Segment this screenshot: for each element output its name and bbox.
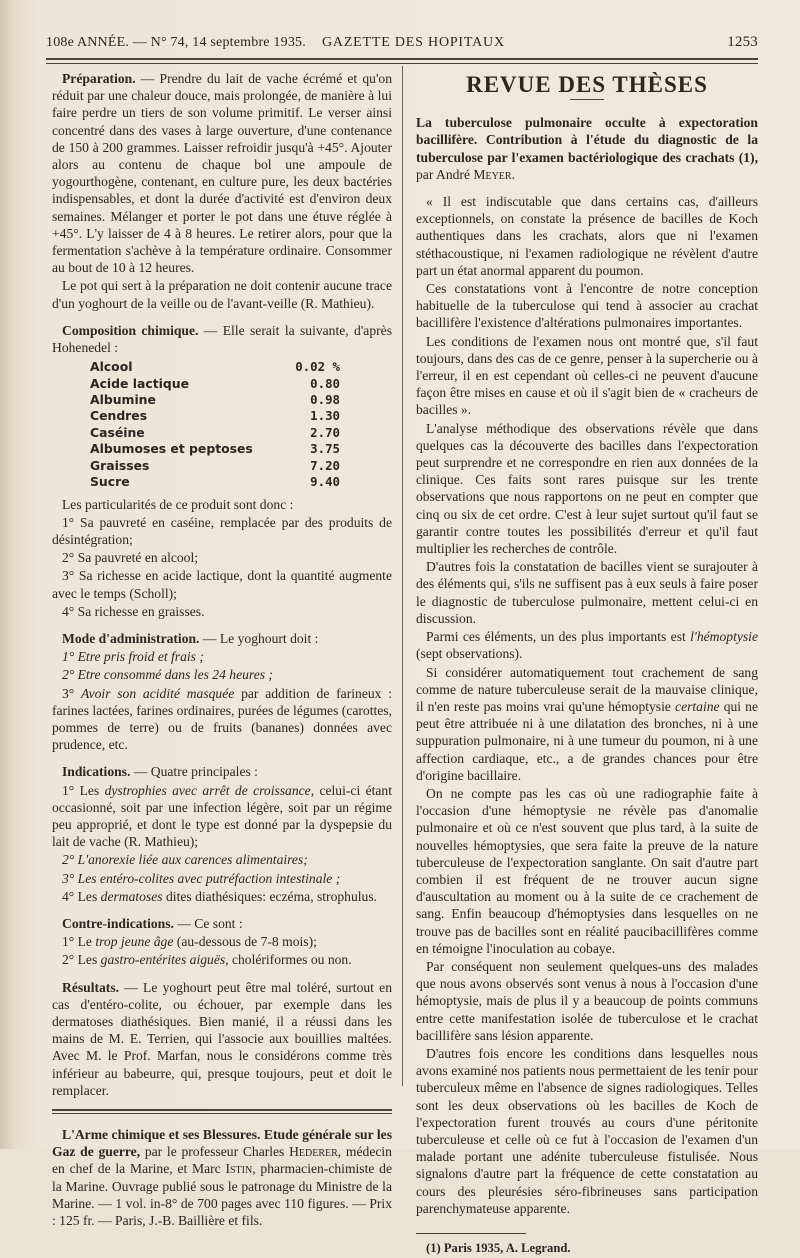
indication-3: 3° Les entéro-colites avec putréfaction intestinale ;: [62, 870, 341, 886]
composition-row: Albumine 0.98: [90, 392, 340, 408]
page-number: 1253: [727, 34, 758, 50]
administration-paragraph: Mode d'administration. — Le yoghourt doit :: [62, 630, 319, 646]
composition-row: Caséine 2.70: [90, 424, 340, 440]
page-header: [46, 32, 758, 54]
indication-2: 2° L'anorexie liée aux carences alimentaires;: [62, 852, 308, 868]
section-divider: [52, 1109, 392, 1114]
thesis-paragraph: L'analyse méthodique des observations révèle que dans quelques cas la découverte des bacilles dans l'expectoration peut surprendre et ne correspondre en rien aux données de la clinique. Ces faits sont rares puisque sur les trente observations que nous rapportons on ne peut en compter que cinq ou six de cet ordre. C'est à leur sujet surtout qu'il faut se garantir contre toutes les possibilités d'erreur et qu'il faut multiplier les recherches de contrôle.: [416, 420, 758, 557]
composition-row: Sucre 9.40: [90, 474, 340, 490]
footnote: (1) Paris 1935, A. Legrand.: [426, 1241, 571, 1255]
composition-row: Cendres 1.30: [90, 408, 340, 424]
contra-1: 1° Le trop jeune âge (au-dessous de 7-8 mois);: [62, 934, 317, 950]
journal-title: GAZETTE DES HOPITAUX: [322, 35, 505, 50]
thesis-paragraph: Ces constatations vont à l'encontre de notre conception habituelle de la tuberculose qui tend à associer au crachat bacillifère l'existence d'altérations pulmonaires importantes.: [416, 281, 758, 331]
particularities-intro: Les particularités de ce produit sont donc :: [62, 496, 294, 512]
header-rule-thin: [46, 63, 758, 64]
contra-paragraph: Contre-indications. — Ce sont :: [62, 915, 243, 931]
administration-3: 3° Avoir son acidité masquée par addition de farineux : farines lactées, farines ordinaires, purées de légumes (carottes, pommes de terre) ou de fruits (bananes) données avec prudence, etc.: [52, 685, 393, 753]
article-title: La tuberculose pulmonaire occulte à expectoration bacillifère. Contribution à l'étude du diagnostic de la tuberculose par l'examen bactériologique des crachats (1), par André Meyer.: [416, 115, 758, 182]
right-column: [416, 70, 758, 1258]
title-rule: [570, 99, 604, 100]
thesis-paragraph: D'autres fois la constatation de bacilles vient se surajouter à des éléments qui, s'ils ne suffisent pas à eux seuls à faire poser le diagnostic de tuberculose pulmonaire, mettent celui-ci en discussion.: [416, 559, 758, 626]
header-rule: [46, 58, 758, 60]
thesis-paragraph: « Il est indiscutable que dans certains cas, d'ailleurs exceptionnels, on constate la présence de bacilles de Koch authentiques dans les crachats, alors que ni l'examen stéthacoustique, ni l'examen radiologique ne révèlent d'autre part un état anormal apparent du poumon.: [416, 194, 758, 278]
particularity-4: 4° Sa richesse en graisses.: [62, 603, 205, 619]
thesis-paragraph: D'autres fois encore les conditions dans lesquelles nous avons examiné nos patients nous permettaient de les tenir pour tuberculeux même en l'absence de signes radiologiques. Telles sont les deux observations où les bacilles de Koch de l'expectoration furent trouvés au cours d'une péritonite tuberculeuse et celle où ce fut à l'occasion de l'examen d'un malade portant une adénite tuberculeuse fistulisée. Nous signalons d'autre part la fréquence de cette constatation au cours des pleurésies séro-fibrineuses sans participation parenchymateuse apparente.: [416, 1045, 758, 1216]
composition-table: [90, 359, 340, 490]
section-title: REVUE DES THÈSES: [466, 72, 708, 97]
composition-row: Graisses 7.20: [90, 457, 340, 473]
book-notice: L'Arme chimique et ses Blessures. Etude générale sur les Gaz de guerre, par le professeur Charles Hederer, médecin en chef de la Marine, et Marc Istin, pharmacien-chimiste de la Marine. Ouvrage publié sous le patronage du Ministre de la Marine. — 1 vol. in-8° de 700 pages avec 110 figures. — Prix : 125 fr. — Paris, J.-B. Baillière et fils.: [52, 1127, 392, 1229]
thesis-paragraph: Par conséquent non seulement quelques-uns des malades que nous avons observés sont venus à nous à l'occasion d'une hémoptysie, mais de plus il y a beaucoup de points communs entre cette manifestation isolée de tuberculose et le crachat bacillifère sans lésion apparente.: [416, 958, 758, 1043]
contra-2: 2° Les gastro-entérites aiguës, cholériformes ou non.: [62, 952, 352, 968]
thesis-paragraph: Parmi ces éléments, un des plus importants est l'hémoptysie (sept observations).: [416, 629, 758, 662]
thesis-paragraph: On ne compte pas les cas où une radiographie faite à l'occasion d'une hémoptysie ne révèle pas d'anomalie pulmonaire et où ce n'est souvent que plus tard, à la suite de nouvelles hémoptysies, que sera faite la preuve de la nature tuberculeuse de l'expectoration sanglante. On sait d'autre part combien il est fréquent de ne trouver aucun signe d'auscultation au moment ou à la suite de ce crachement de sang. Enfin beaucoup d'hémoptysies dans lesquelles on ne trouve pas de bacilles sont en réalité paucibacillifères comme en témoigne l'inoculation au cobaye.: [416, 785, 758, 956]
indications-paragraph: Indications. — Quatre principales :: [62, 764, 258, 780]
composition-row: Acide lactique 0.80: [90, 375, 340, 391]
column-divider: [402, 66, 403, 1086]
administration-2: 2° Etre consommé dans les 24 heures ;: [62, 667, 273, 683]
thesis-paragraph: Les conditions de l'examen nous ont montré que, s'il faut toujours, dans des cas de ce genre, penser à la supercherie ou à l'erreur, il en est cependant où celles-ci ne peuvent d'aucune façon être mises en cause et où il s'agit bien de « cracheurs de bacilles ».: [416, 333, 758, 418]
issue-info: 108e ANNÉE. — N° 74, 14 septembre 1935.: [46, 35, 306, 50]
left-column: [52, 70, 392, 1230]
administration-1: 1° Etre pris froid et frais ;: [62, 649, 204, 665]
indication-4: 4° Les dermatoses dites diathésiques: eczéma, strophulus.: [62, 888, 378, 904]
particularity-3: 3° Sa richesse en acide lactique, dont la quantité augmente avec le temps (Scholl);: [52, 568, 392, 601]
footnote-rule: [416, 1233, 526, 1234]
results-paragraph: Résultats. — Le yoghourt peut être mal toléré, surtout en cas d'entéro-colite, ou échouer, par exemple dans les dermatoses diathésiques. Bien manié, il a réussi dans les mains de M. E. Terrien, qui l'associe aux bouillies maltées. Avec M. le Prof. Marfan, nous le considérons comme très inférieur au babeurre, qui, presque toujours, peut et doit le remplacer.: [52, 979, 392, 1098]
composition-row: Alcool 0.02 %: [90, 359, 340, 375]
particularity-2: 2° Sa pauvreté en alcool;: [62, 550, 199, 566]
composition-paragraph: Composition chimique. — Elle serait la suivante, d'après Hohenedel :: [52, 322, 392, 356]
indication-1: 1° Les dystrophies avec arrêt de croissance, celui-ci étant occasionné, soit par une infection légère, soit par un régime peu approprié, et dont le type est donné par la dyspepsie du lait de vache (R. Mathieu);: [52, 782, 392, 850]
particularity-1: 1° Sa pauvreté en caséine, remplacée par des produits de désintégration;: [52, 514, 392, 547]
preparation-note: Le pot qui sert à la préparation ne doit contenir aucune trace d'un yoghourt de la veille ou de l'avant-veille (R. Mathieu).: [52, 278, 392, 311]
thesis-paragraph: Si considérer automatiquement tout crachement de sang comme de nature tuberculeuse serait de la mauvaise clinique, il n'en reste pas moins vrai qu'une hémoptysie certaine qui ne peut être attribuée ni à une dilatation des bronches, ni à une suppuration pulmonaire, ni à une tumeur du poumon, ni à une affection cardiaque, etc., a de grandes chances pour être d'origine bacillaire.: [416, 664, 759, 783]
preparation-paragraph: Préparation. — Prendre du lait de vache écrémé et qu'on réduit par une chaleur douce, mais prolongée, de manière à lui faire perdre un tiers de son volume primitif. Le verser ainsi concentré dans des vases à large ouverture, d'une contenance de 150 à 200 grammes. Laisser refroidir jusqu'à +45°. Ajouter alors au contenu de chaque bol une ampoule de yogourthogène, contenant, en culture pure, les deux bactéries indispensables, et dont la durée d'activité est d'environ deux semaines. Mélanger et porter le pot dans une étuve réglée à +45°. L'y laisser de 4 à 8 heures. Le retirer alors, pour que la fermentation s'achève à la température ordinaire. Consommer au bout de 10 à 12 heures.: [52, 71, 392, 276]
composition-row: Albumoses et peptoses 3.75: [90, 441, 340, 457]
